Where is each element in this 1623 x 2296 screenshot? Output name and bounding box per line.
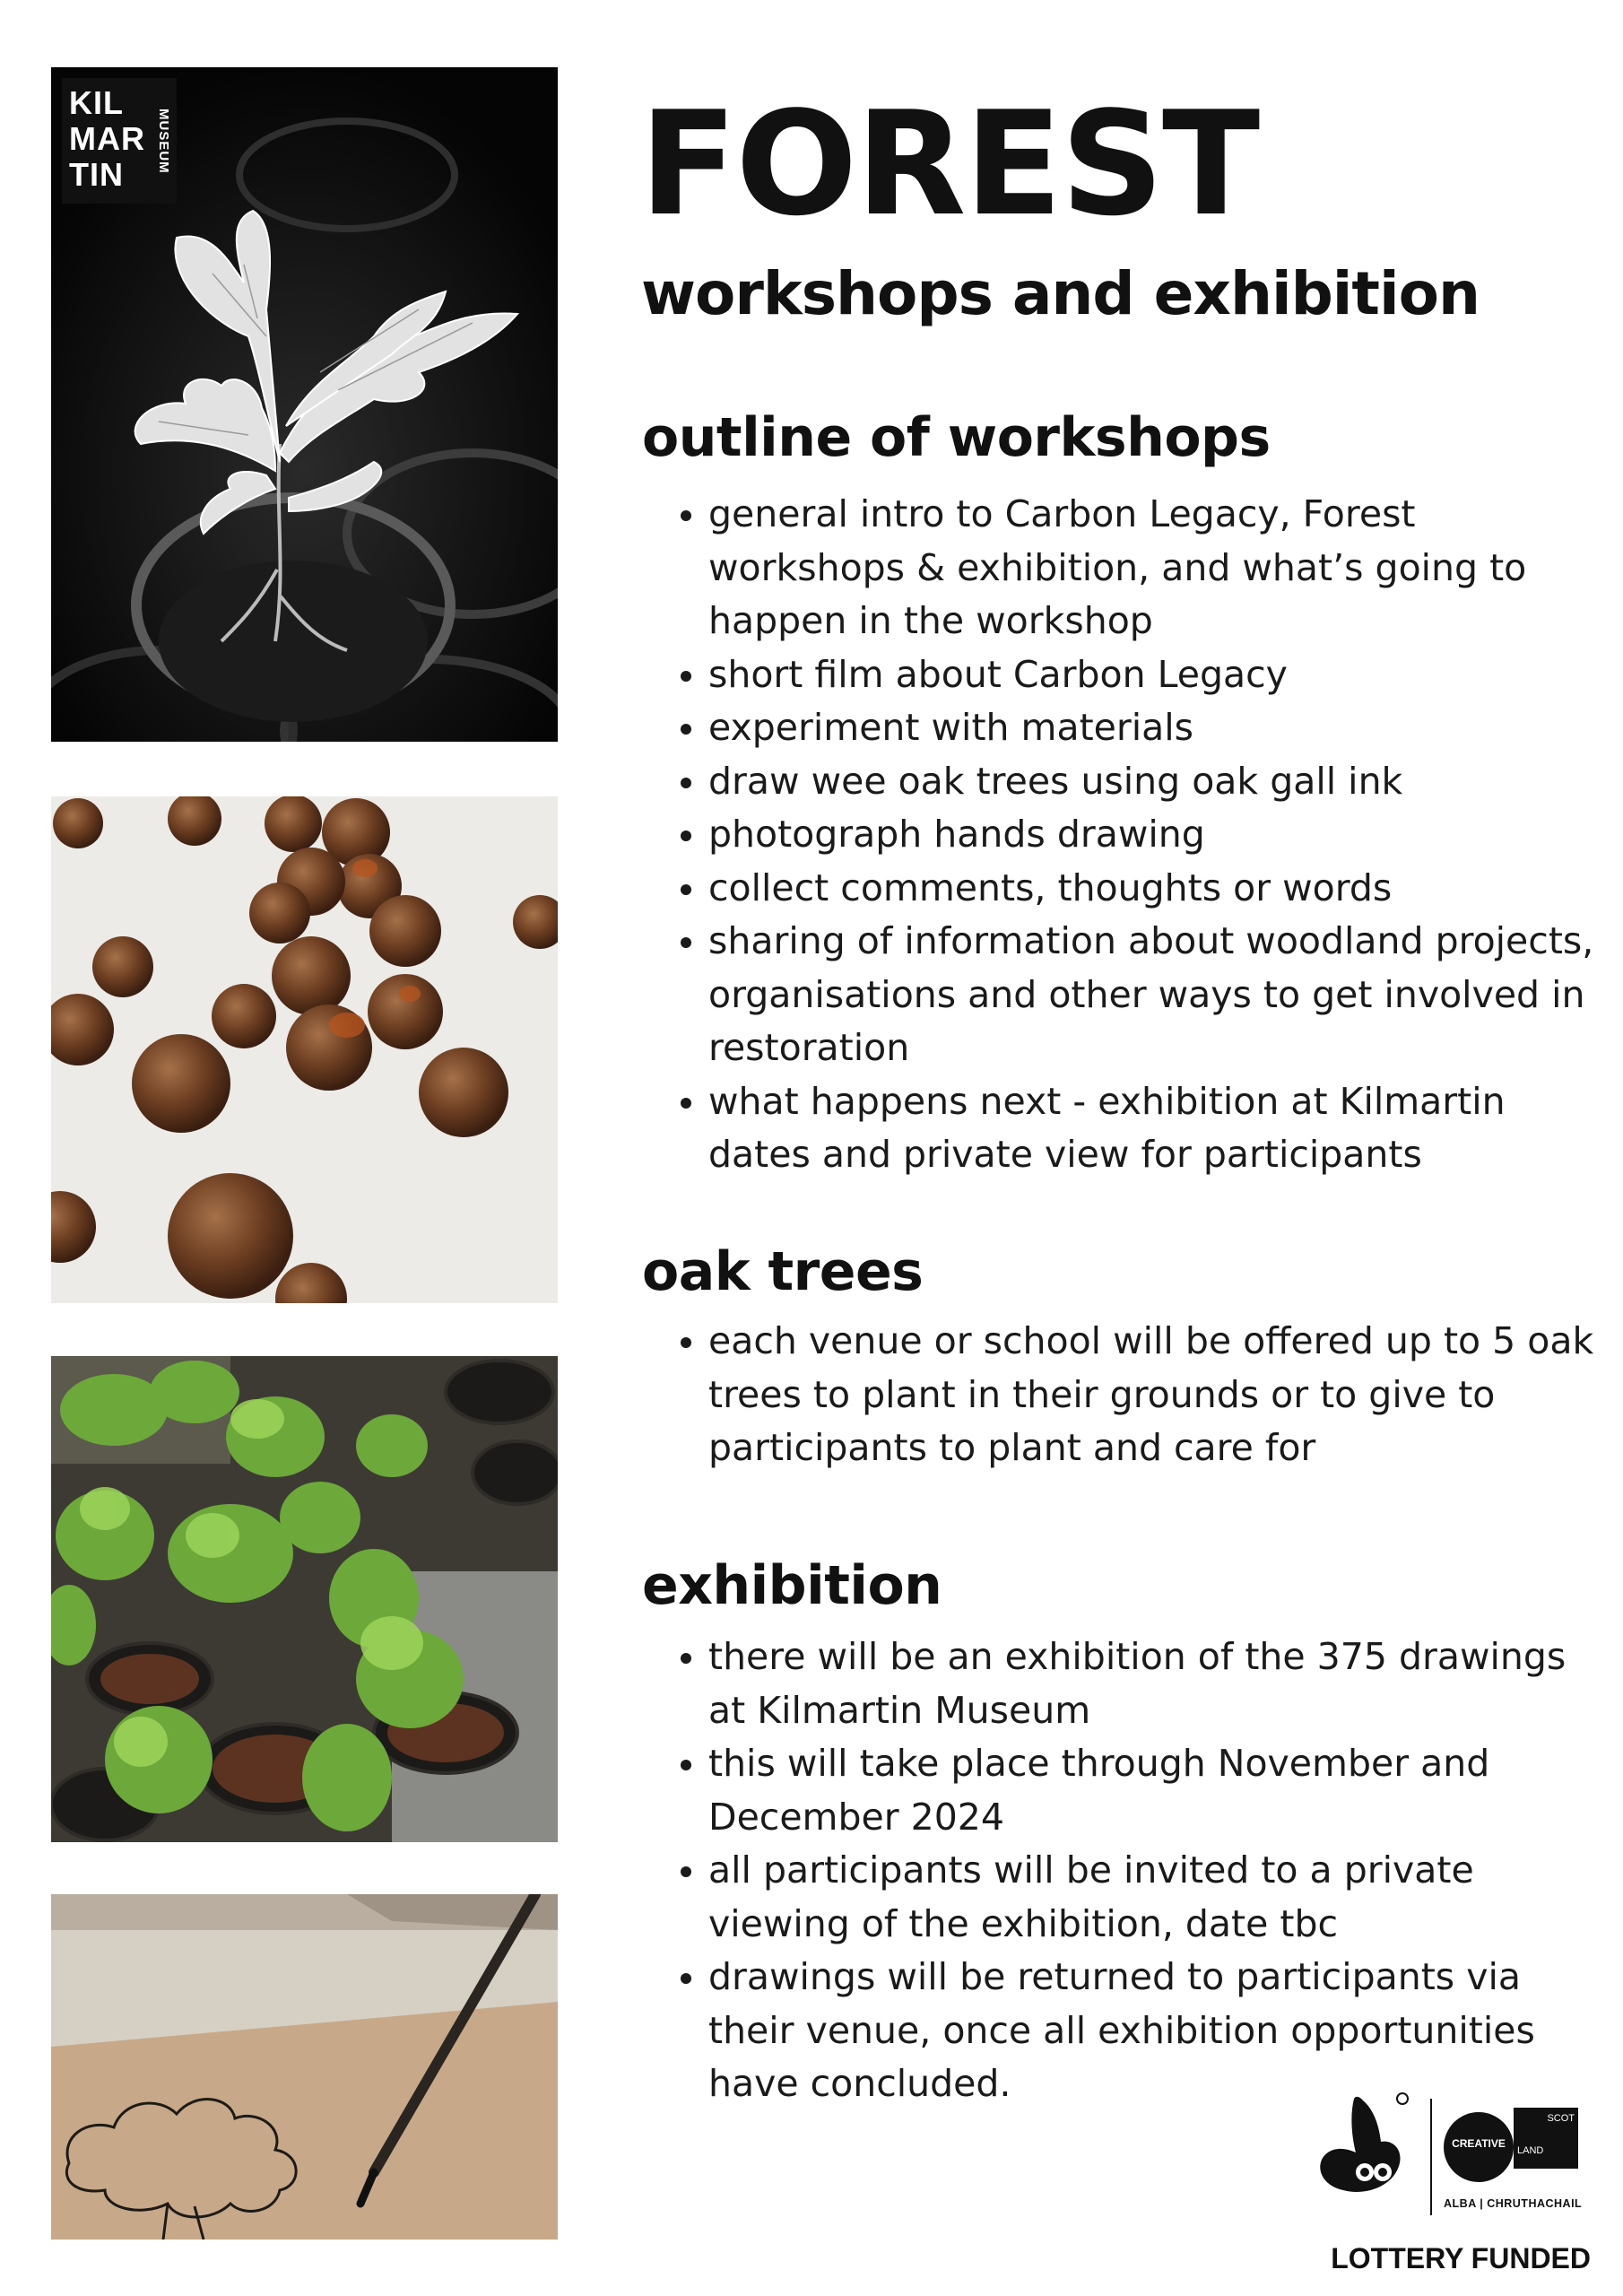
list-item: • each venue or school will be offered up to 5 oak trees to plant in their grounds or to give to participants to plant and care for: [708, 1315, 1614, 1475]
creative-label: CREATIVE: [1452, 2137, 1506, 2150]
list-item: • all participants will be invited to a private viewing of the exhibition, date tbc: [708, 1844, 1614, 1951]
exhibition-list: [664, 1631, 1614, 2111]
oak-seedling-photo: [51, 67, 558, 742]
lottery-funded-label: LOTTERY FUNDED: [1331, 2242, 1591, 2274]
list-item: • photograph hands drawing: [708, 808, 1614, 862]
brush-drawing-photo: [51, 1894, 558, 2239]
list-item: • there will be an exhibition of the 375 drawings at Kilmartin Museum: [708, 1631, 1614, 1737]
list-item: • experiment with materials: [708, 701, 1614, 755]
creative-scotland-circle: [1444, 2112, 1514, 2182]
kilmartin-museum-logo: [62, 78, 177, 204]
logo-museum-text: MUSEUM: [156, 108, 171, 174]
logo-line-2: MAR: [69, 120, 145, 157]
brush-drawing-illustration: [51, 1894, 558, 2239]
creative-scotland-square: [1514, 2108, 1578, 2169]
exhibition-heading: exhibition: [642, 1554, 942, 1617]
oak-galls-illustration: [51, 796, 558, 1303]
oak-galls-photo: [51, 796, 558, 1303]
national-lottery-logo: [1309, 2090, 1410, 2215]
list-item: • drawings will be returned to participants via their venue, once all exhibition opportunities have concluded.: [708, 1951, 1614, 2111]
oak-saplings-photo: [51, 1356, 558, 1842]
alba-label: ALBA | CHRUTHACHAIL: [1444, 2197, 1583, 2210]
outline-heading: outline of workshops: [642, 406, 1271, 469]
list-item: • collect comments, thoughts or words: [708, 862, 1614, 916]
page-title: FOREST: [639, 80, 1259, 248]
list-item: • what happens next - exhibition at Kilmartin dates and private view for participants: [708, 1075, 1614, 1182]
list-item: • this will take place through November and December 2024: [708, 1737, 1614, 1844]
list-item: • sharing of information about woodland projects, organisations and other ways to get involved in restoration: [708, 915, 1614, 1075]
oak-trees-heading: oak trees: [642, 1240, 924, 1303]
list-item: • general intro to Carbon Legacy, Forest workshops & exhibition, and what’s going to happen in the workshop: [708, 488, 1614, 648]
oak-saplings-illustration: [51, 1356, 558, 1842]
list-item: • draw wee oak trees using oak gall ink: [708, 755, 1614, 809]
funder-divider: [1430, 2099, 1432, 2215]
funder-logos: [1309, 2090, 1596, 2278]
logo-line-1: KIL: [69, 84, 124, 121]
scot-label: SCOT: [1547, 2113, 1575, 2124]
list-item: • short film about Carbon Legacy: [708, 648, 1614, 702]
page-subtitle: workshops and exhibition: [641, 259, 1480, 328]
outline-list: [664, 488, 1614, 1182]
logo-line-3: TIN: [69, 156, 124, 193]
land-label: LAND: [1517, 2145, 1544, 2156]
oak-trees-list: [664, 1315, 1614, 1475]
